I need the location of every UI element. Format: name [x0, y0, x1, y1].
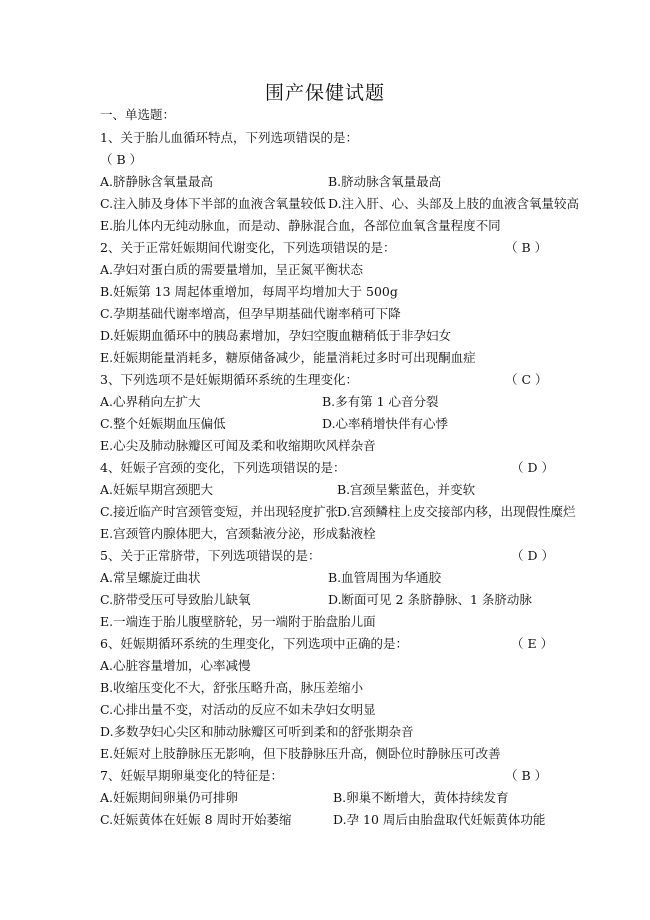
question-1-option-c: C.注入肺及身体下半部的血液含氧量较低 [100, 196, 326, 211]
question-6-answer: （ E ） [511, 636, 554, 651]
question-6-option-a: A.心脏容量增加，心率减慢 [100, 658, 251, 673]
question-5-stem: 5、关于正常脐带，下列选项错误的是： [100, 548, 321, 563]
question-4-option-d: D.宫颈鳞柱上皮交接部内移，出现假性糜烂 [337, 504, 576, 519]
question-4-option-a: A.妊娠早期宫颈肥大 [100, 482, 214, 497]
question-2-option-b: B.妊娠第 13 周起体重增加，每周平均增加大于 500g [100, 284, 398, 299]
question-2-option-d: D.妊娠期血循环中的胰岛素增加，孕妇空腹血糖稍低于非孕妇女 [100, 328, 452, 343]
question-3-option-e: E.心尖及肺动脉瓣区可闻及柔和收缩期吹风样杂音 [100, 438, 376, 453]
question-2-answer: （ B ） [505, 240, 548, 255]
question-3-stem: 3、下列选项不是妊娠期循环系统的生理变化： [100, 372, 358, 387]
question-5-option-c: C.脐带受压可导致胎儿缺氧 [100, 592, 251, 607]
question-6-option-e: E.妊娠对上肢静脉压无影响，但下肢静脉压升高，侧卧位时静脉压可改善 [100, 746, 501, 761]
question-6-option-c: C.心排出量不变，对活动的反应不如未孕妇女明显 [100, 702, 376, 717]
question-3-option-a: A.心界稍向左扩大 [100, 394, 201, 409]
question-4-option-c: C.接近临产时宫颈管变短，并出现轻度扩张 [100, 504, 339, 519]
question-3-option-b: B.多有第 1 心音分裂 [322, 394, 439, 409]
question-3-option-c: C.整个妊娠期血压偏低 [100, 416, 226, 431]
question-5-option-e: E.一端连于胎儿腹壁脐轮，另一端附于胎盘胎儿面 [100, 614, 376, 629]
question-2-option-c: C.孕期基础代谢率增高，但孕早期基础代谢率稍可下降 [100, 306, 401, 321]
question-1-option-e: E.胎儿体内无纯动脉血，而是动、静脉混合血，各部位血氧含量程度不同 [100, 218, 501, 233]
question-7-option-a: A.妊娠期间卵巢仍可排卵 [100, 790, 239, 805]
question-2-option-a: A.孕妇对蛋白质的需要量增加，呈正氮平衡状态 [100, 262, 364, 277]
question-1-option-b: B.脐动脉含氧量最高 [328, 174, 442, 189]
question-1-answer: （ B ） [100, 152, 143, 167]
question-5-option-d: D.断面可见 2 条脐静脉、1 条脐动脉 [328, 592, 532, 607]
question-7-option-b: B.卵巢不断增大，黄体持续发育 [333, 790, 509, 805]
question-6-stem: 6、妊娠期循环系统的生理变化，下列选项中正确的是： [100, 636, 408, 651]
question-2-stem: 2、关于正常妊娠期间代谢变化，下列选项错误的是： [100, 240, 396, 255]
question-4-answer: （ D ） [511, 460, 554, 475]
question-7-option-d: D.孕 10 周后由胎盘取代妊娠黄体功能 [333, 812, 546, 827]
question-5-option-b: B.血管周围为华通胶 [328, 570, 442, 585]
question-5-answer: （ D ） [511, 548, 554, 563]
question-4-option-e: E.宫颈管内腺体肥大，宫颈黏液分泌，形成黏液栓 [100, 526, 376, 541]
question-3-answer: （ C ） [505, 372, 548, 387]
question-1-option-d: D.注入肝、心、头部及上肢的血液含氧量较高 [328, 196, 580, 211]
question-6-option-d: D.多数孕妇心尖区和肺动脉瓣区可听到柔和的舒张期杂音 [100, 724, 414, 739]
question-7-option-c: C.妊娠黄体在妊娠 8 周时开始萎缩 [100, 812, 292, 827]
question-2-option-e: E.妊娠期能量消耗多，糖原储备减少，能量消耗过多时可出现酮血症 [100, 350, 476, 365]
question-1-stem: 1、关于胎儿血循环特点，下列选项错误的是： [100, 130, 358, 145]
question-3-option-d: D.心率稍增快伴有心悸 [322, 416, 449, 431]
question-6-option-b: B.收缩压变化不大，舒张压略升高，脉压差缩小 [100, 680, 364, 695]
question-7-stem: 7、妊娠早期卵巢变化的特征是： [100, 768, 283, 783]
question-1-option-a: A.脐静脉含氧量最高 [100, 174, 214, 189]
question-4-stem: 4、妊娠子宫颈的变化，下列选项错误的是： [100, 460, 346, 475]
section-heading: 一、单选题： [100, 107, 176, 122]
document-title: 围产保健试题 [264, 82, 385, 104]
question-7-answer: （ B ） [505, 768, 548, 783]
question-4-option-b: B.宫颈呈紫蓝色，并变软 [337, 482, 476, 497]
question-5-option-a: A.常呈螺旋迂曲状 [100, 570, 201, 585]
